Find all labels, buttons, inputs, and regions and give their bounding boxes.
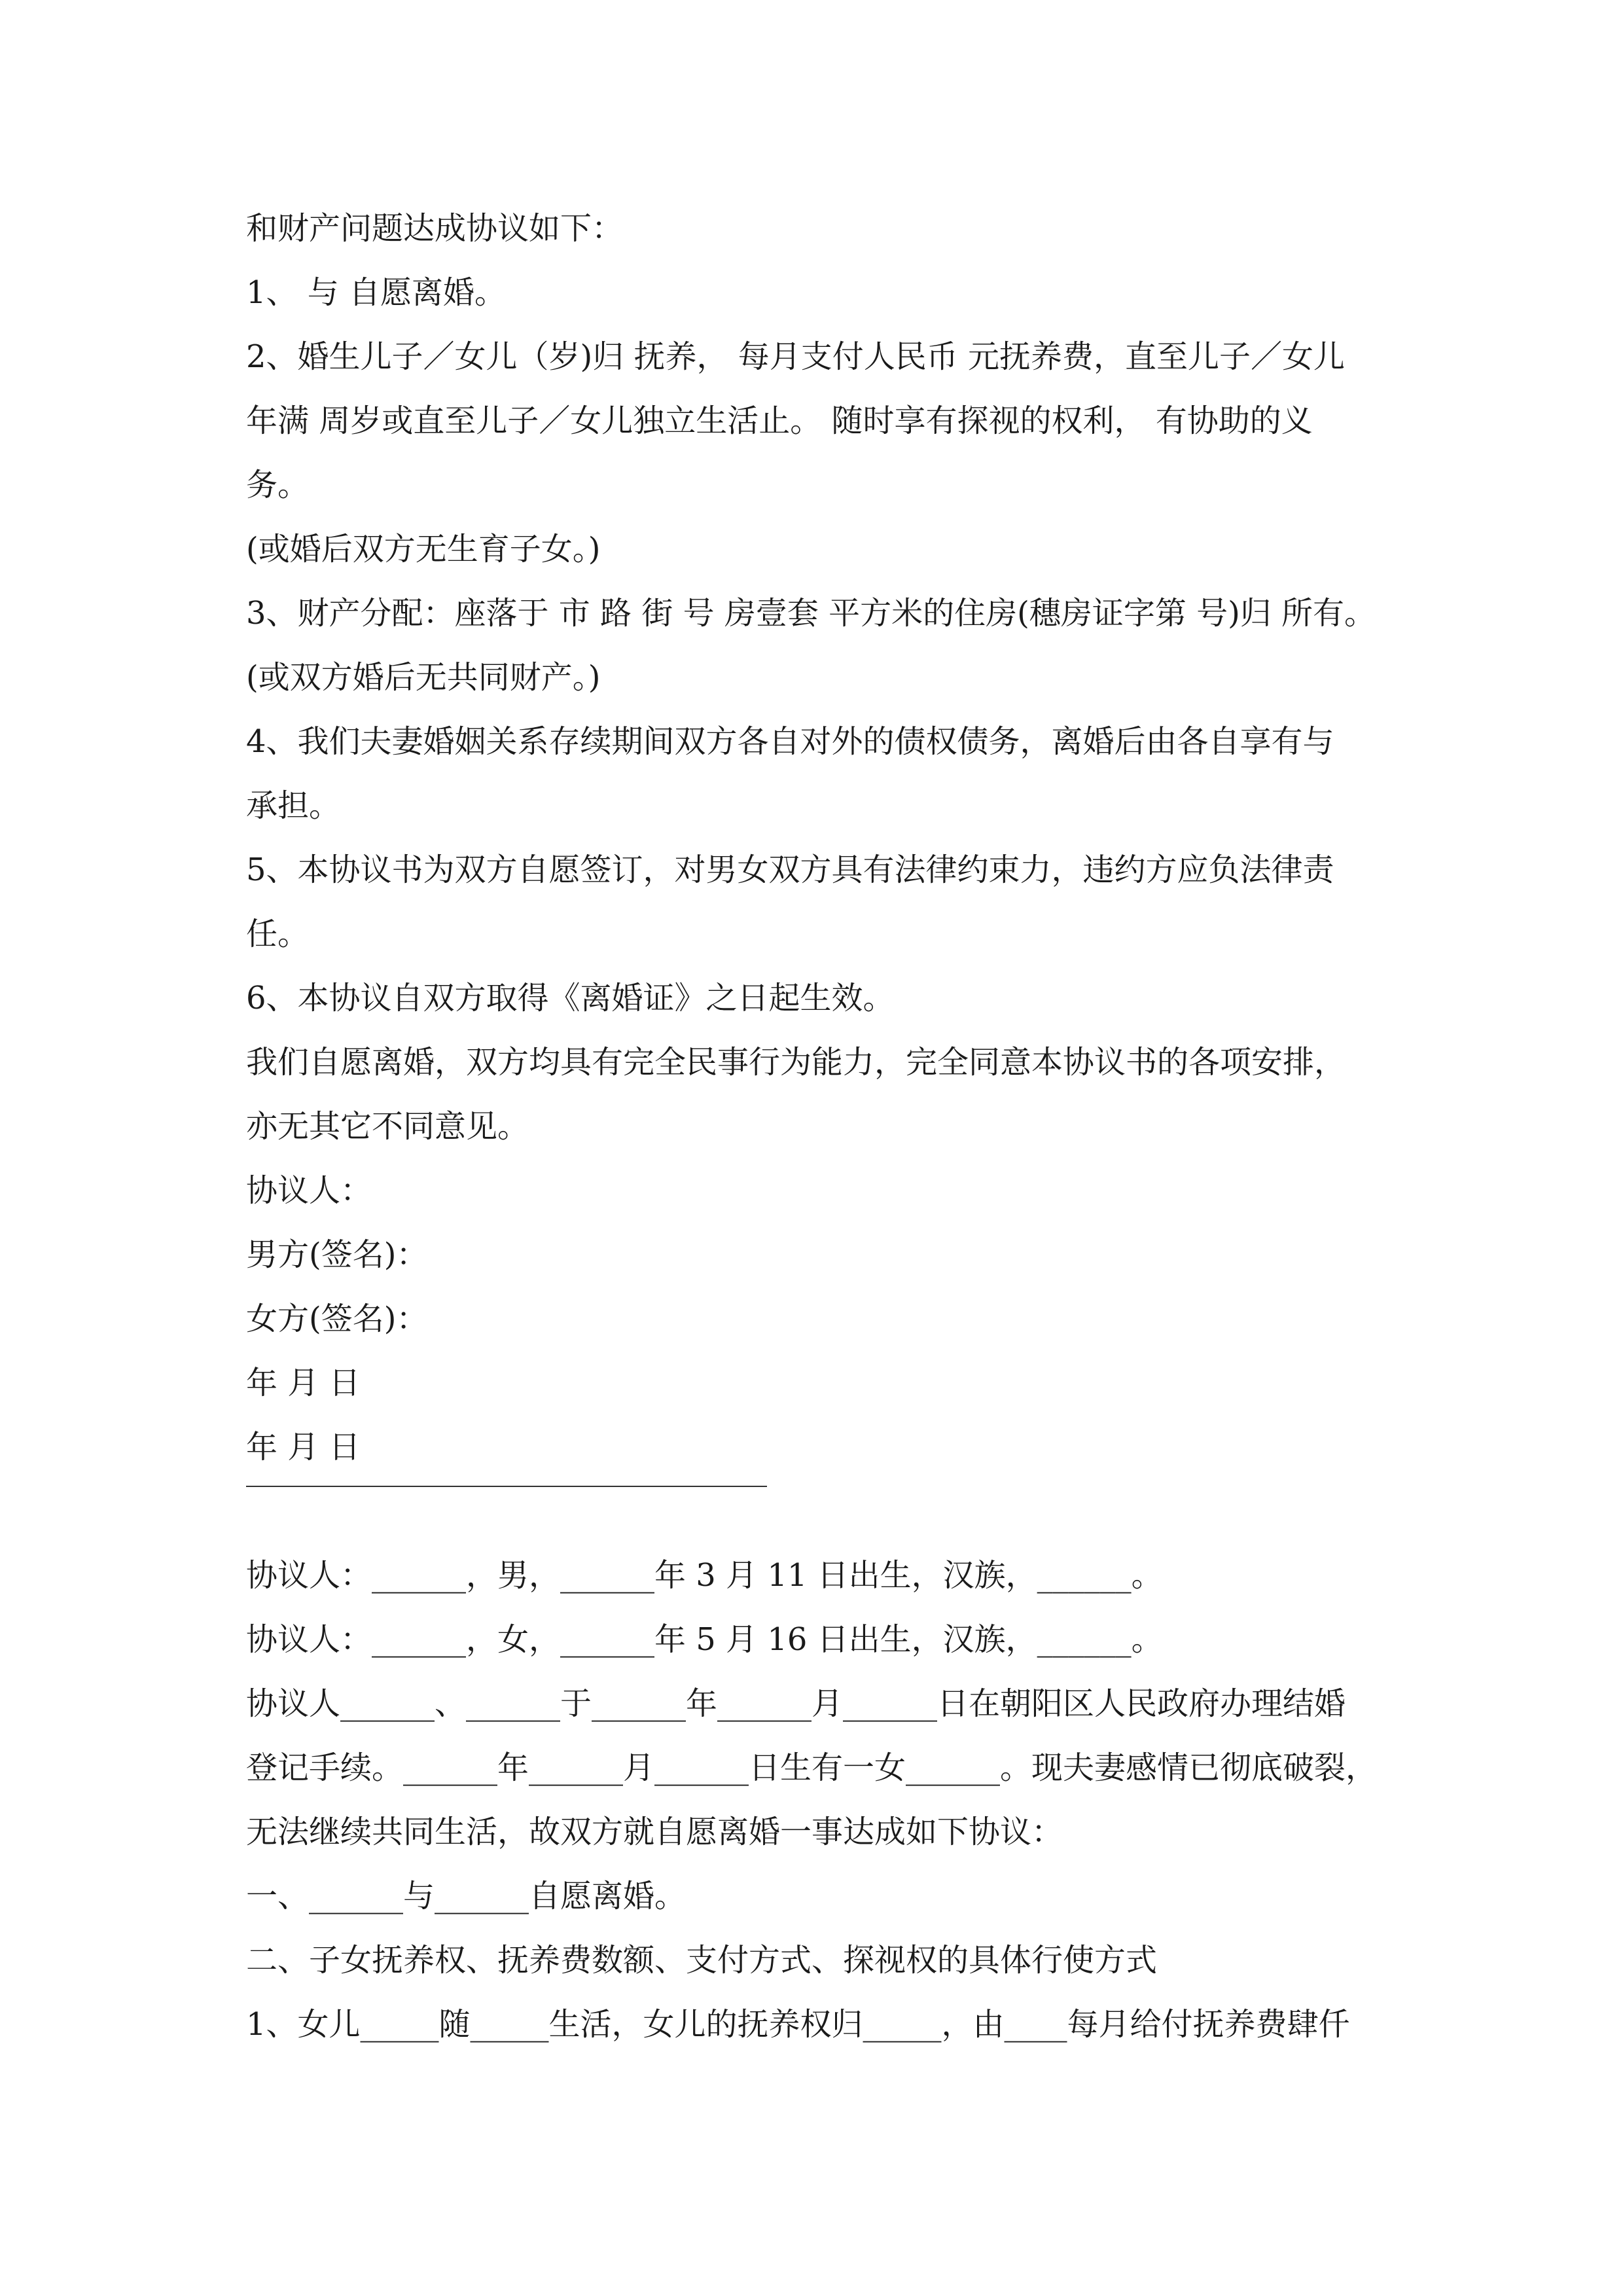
text-line: (或婚后双方无生育子女。) [246,531,601,567]
text-line: 男方(签名)： [246,1236,428,1273]
text-line: 1、 与 自愿离婚。 [246,274,507,311]
text-line: 亦无其它不同意见。 [246,1108,529,1145]
text-line: 协议人： [246,1172,372,1209]
text-line: 任。 [246,916,310,952]
text-line: 二、子女抚养权、抚养费数额、支付方式、探视权的具体行使方式 [246,1942,1158,1979]
text-line: 和财产问题达成协议如下： [246,210,624,247]
text-line: 协议人：______，男，______年 3 月 11 日出生，汉族，______。 [246,1557,1163,1594]
text-line: 3、财产分配：座落于 市 路 街 号 房壹套 平方米的住房(穗房证字第 号)归 所有。 [246,595,1376,632]
text-line: 年 月 日 [246,1429,361,1465]
text-line: 6、本协议自双方取得《离婚证》之日起生效。 [246,980,895,1016]
text-line: 一、______与______自愿离婚。 [246,1878,687,1914]
document-page [246,196,1398,2056]
text-line: 我们自愿离婚，双方均具有完全民事行为能力，完全同意本协议书的各项安排， [246,1044,1346,1081]
text-line: 年满 周岁或直至儿子／女儿独立生活止。 随时享有探视的权利， 有协助的义 [246,403,1313,439]
text-line: 承担。 [246,787,341,824]
text-line: (或双方婚后无共同财产。) [246,659,601,696]
text-line: 务。 [246,467,310,503]
text-line: 登记手续。______年______月______日生有一女______。现夫妻感情已彻底破裂， [246,1749,1378,1786]
text-line: 无法继续共同生活，故双方就自愿离婚一事达成如下协议： [246,1814,1063,1850]
text-line: 2、婚生儿子／女儿（岁)归 抚养， 每月支付人民币 元抚养费，直至儿子／女儿 [246,338,1346,375]
text-line: 5、本协议书为双方自愿签订，对男女双方具有法律约束力，违约方应负法律责 [246,852,1334,888]
text-line: 4、我们夫妻婚姻关系存续期间双方各自对外的债权债务，离婚后由各自享有与 [246,723,1334,760]
text-line: 协议人______、______于______年______月______日在朝阳区人民政府办理结婚 [246,1685,1346,1722]
text-line: 年 月 日 [246,1365,361,1401]
agreement-section-1 [246,196,1398,1479]
text-line: 女方(签名)： [246,1300,428,1337]
text-line: 协议人：______，女，______年 5 月 16 日出生，汉族，______。 [246,1621,1163,1658]
agreement-section-2 [246,1543,1398,2056]
section-divider [246,1486,767,1487]
text-line: 1、女儿_____随_____生活，女儿的抚养权归_____，由____每月给付抚养费肆仟 [246,2006,1350,2043]
